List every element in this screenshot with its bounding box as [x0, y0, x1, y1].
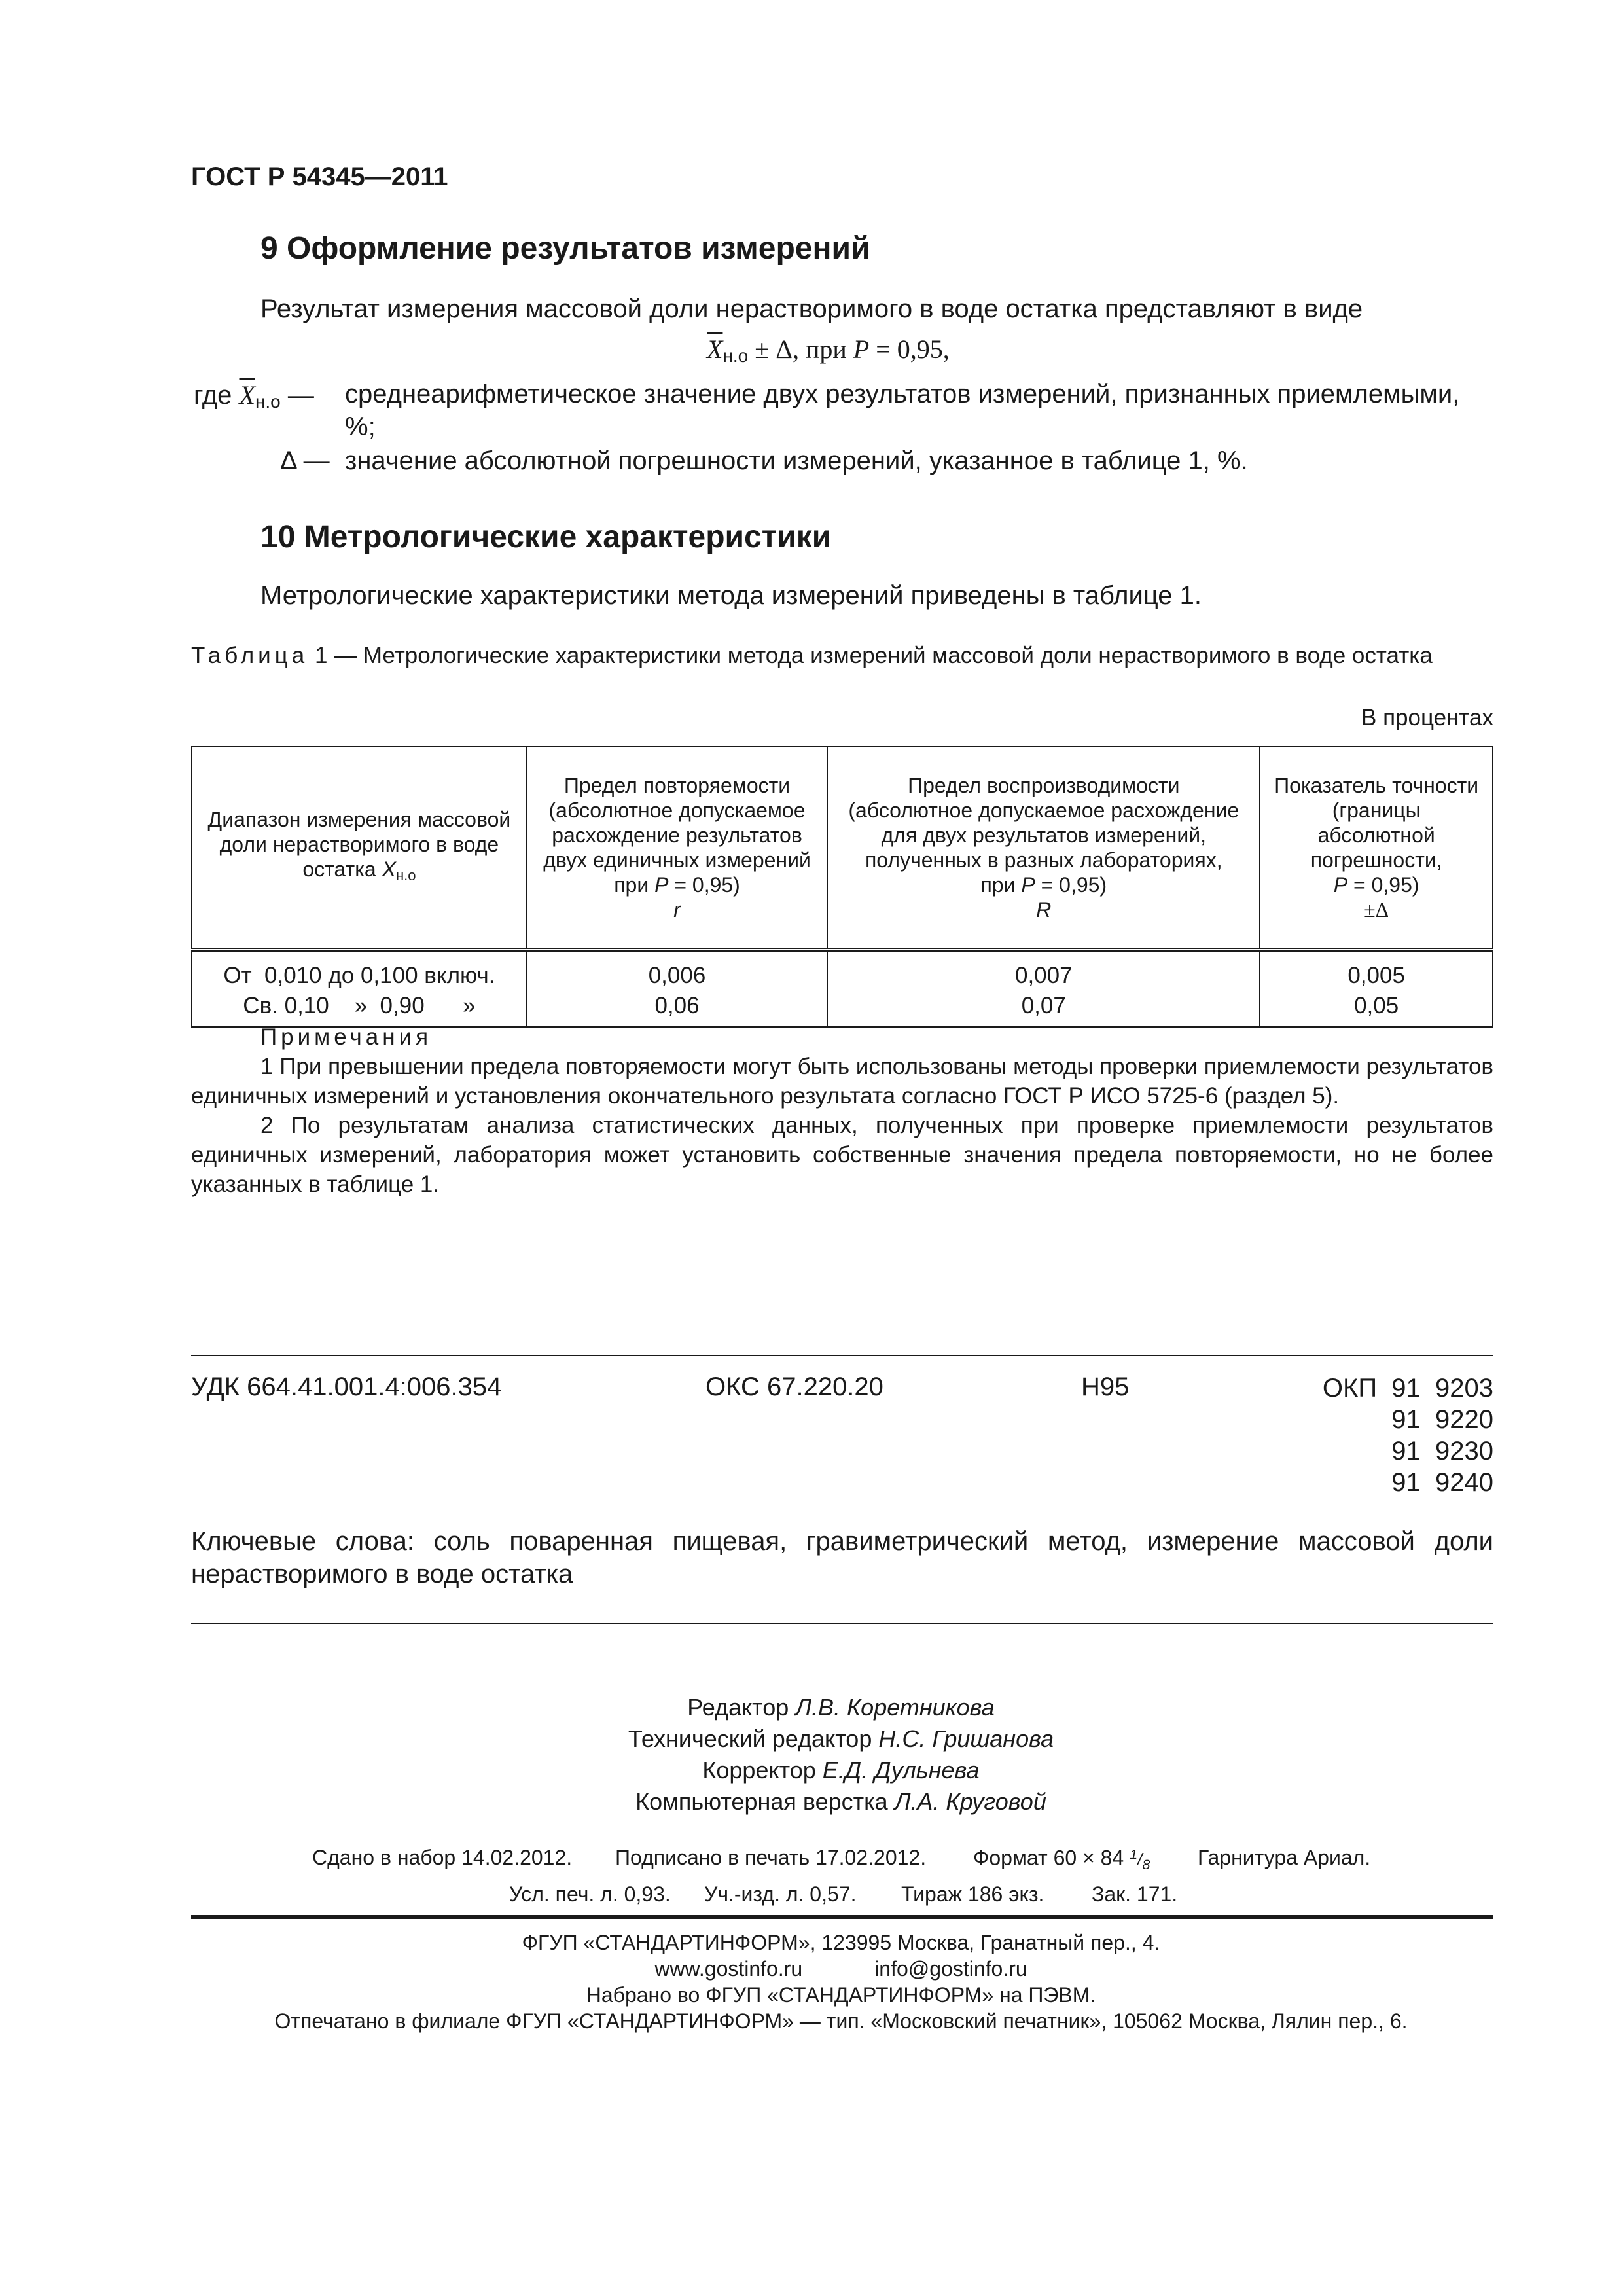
- divider: [191, 1623, 1493, 1624]
- col-range-subscript: н.о: [395, 867, 416, 884]
- header-p: P: [1333, 873, 1348, 897]
- keywords: Ключевые слова: соль поваренная пищевая, гравиметрический метод, измерение массовой доли нерастворимого в воде остатка: [191, 1527, 1493, 1588]
- header-line: для двух результатов измерений,: [881, 823, 1206, 847]
- notes-block: [191, 1022, 1493, 1199]
- header-line: (границы: [1332, 798, 1421, 822]
- credit-editor: [0, 1692, 1623, 1723]
- imprint-format-text: Формат 60 × 84: [973, 1846, 1124, 1870]
- table-caption: [191, 641, 1493, 670]
- header-p: P: [1021, 873, 1035, 897]
- footer-email-link[interactable]: info@gostinfo.ru: [874, 1957, 1027, 1981]
- cell-range: От 0,010 до 0,100 включ.: [192, 950, 527, 991]
- header-symbol: ±Δ: [1364, 898, 1389, 922]
- credit-tech-editor: [0, 1723, 1623, 1755]
- cell-range: Св. 0,10 » 0,90 »: [192, 991, 527, 1027]
- okp-code: 91 9240: [1391, 1468, 1493, 1497]
- credit-label: Редактор: [687, 1694, 796, 1721]
- header-line: Предел воспроизводимости: [908, 774, 1180, 797]
- cell-delta: 0,005: [1260, 950, 1493, 991]
- section-9-title: 9 Оформление результатов измерений: [260, 231, 870, 266]
- col-range-header: [192, 747, 527, 950]
- col-range-line: [198, 857, 521, 888]
- header-line: расхождение результатов: [552, 823, 802, 847]
- divider: [191, 1355, 1493, 1356]
- okp-code: 91 9230: [1391, 1437, 1493, 1465]
- header-line: [1266, 872, 1487, 897]
- credit-name: Н.С. Гришанова: [878, 1725, 1054, 1752]
- header-line: (абсолютное допускаемое расхождение: [848, 798, 1240, 822]
- note-2: 2 По результатам анализа статистических данных, полученных при проверке приемлемости результатов единичных измерений, лаборатория может установить собственные значения предела повторяемости, но не более указанных в таблице 1.: [191, 1113, 1493, 1197]
- header-p: P: [654, 873, 669, 897]
- def1-dash: —: [280, 381, 314, 410]
- credit-name: Л.В. Коретникова: [795, 1694, 995, 1721]
- cell-R: 0,007: [827, 950, 1260, 991]
- imprint-pub-sheets: Уч.-изд. л. 0,57.: [704, 1882, 857, 1906]
- section-10-title: 10 Метрологические характеристики: [260, 520, 832, 554]
- col-range-text: остатка: [302, 857, 382, 881]
- definition-1-term: [194, 380, 314, 412]
- divider-thick: [191, 1915, 1493, 1919]
- document-id: ГОСТ Р 54345—2011: [191, 162, 448, 191]
- imprint-print-sheets: Усл. печ. л. 0,93.: [509, 1882, 671, 1906]
- credit-name: Е.Д. Дульнева: [822, 1757, 980, 1784]
- col-range-symbol: X: [382, 857, 396, 881]
- header-symbol: r: [673, 898, 681, 922]
- table-caption-word: Таблица: [191, 643, 309, 668]
- header-text: = 0,95): [1347, 873, 1419, 897]
- where-label: где: [194, 381, 240, 410]
- footer-printed: Отпечатано в филиале ФГУП «СТАНДАРТИНФОРМ» — тип. «Московский печатник», 105062 Москва, Лялин пер., 6.: [274, 2009, 1408, 2033]
- imprint-font: Гарнитура Ариал.: [1198, 1846, 1371, 1869]
- header-line: погрешности,: [1310, 848, 1442, 872]
- definition-2-term: Δ —: [280, 446, 330, 475]
- header-line: Показатель точности: [1274, 774, 1479, 797]
- metrology-table: [191, 746, 1493, 1028]
- okp-codes: [1315, 1372, 1493, 1498]
- col-reproducibility-header: [827, 747, 1260, 950]
- credit-label: Технический редактор: [628, 1725, 879, 1752]
- imprint-submitted: Сдано в набор 14.02.2012.: [312, 1846, 573, 1869]
- cell-R: 0,07: [827, 991, 1260, 1027]
- credits: [0, 1692, 1623, 1818]
- definition-2-text: значение абсолютной погрешности измерений, указанное в таблице 1, %.: [345, 446, 1248, 475]
- credit-name: Л.А. Круговой: [894, 1788, 1046, 1815]
- formula-p: P: [853, 334, 870, 364]
- cell-delta: 0,05: [1260, 991, 1493, 1027]
- section-10-intro: Метрологические характеристики метода измерений приведены в таблице 1.: [260, 581, 1202, 610]
- fraction-den: 8: [1142, 1856, 1150, 1873]
- imprint-order: Зак. 171.: [1092, 1882, 1178, 1906]
- udk-code: УДК 664.41.001.4:006.354: [191, 1372, 502, 1401]
- col-accuracy-header: [1260, 747, 1493, 950]
- notes-title: Примечания: [260, 1024, 433, 1050]
- header-line: двух единичных измерений: [543, 848, 811, 872]
- col-repeatability-header: [527, 747, 827, 950]
- table-row: [192, 950, 1493, 991]
- imprint-format: [973, 1846, 1150, 1873]
- header-text: = 0,95): [668, 873, 740, 897]
- header-line: [833, 872, 1254, 897]
- fraction-num: 1: [1130, 1846, 1138, 1862]
- formula-rest: ± Δ, при: [748, 334, 853, 364]
- imprint-signed: Подписано в печать 17.02.2012.: [615, 1846, 927, 1869]
- note-1: 1 При превышении предела повторяемости могут быть использованы методы проверки приемлемости результатов единичных измерений и установления окончательного результата согласно ГОСТ Р ИСО 5725-6 (раздел 5).: [191, 1054, 1493, 1109]
- header-text: при: [614, 873, 655, 897]
- header-line: [533, 872, 821, 897]
- result-formula: [707, 334, 950, 367]
- credit-layout: [0, 1786, 1623, 1818]
- credit-label: Компьютерная верстка: [635, 1788, 895, 1815]
- footer-address: ФГУП «СТАНДАРТИНФОРМ», 123995 Москва, Гранатный пер., 4.: [522, 1931, 1160, 1954]
- credit-label: Корректор: [702, 1757, 823, 1784]
- imprint-format-fraction: $^1/_8$: [1130, 1846, 1150, 1873]
- formula-subscript: н.о: [722, 346, 749, 366]
- header-line: Предел повторяемости: [563, 774, 791, 797]
- header-text: = 0,95): [1035, 873, 1107, 897]
- formula-end: = 0,95,: [869, 334, 950, 364]
- table-units: В процентах: [1361, 705, 1494, 730]
- cell-r: 0,06: [527, 991, 827, 1027]
- footer-website-link[interactable]: www.gostinfo.ru: [654, 1957, 803, 1981]
- okp-code: 91 9220: [1391, 1405, 1493, 1434]
- imprint-run: Тираж 186 экз.: [901, 1882, 1044, 1906]
- section-9-intro: Результат измерения массовой доли нерастворимого в воде остатка представляют в виде: [260, 295, 1363, 323]
- cell-r: 0,006: [527, 950, 827, 991]
- table-row: [192, 991, 1493, 1027]
- okp-code: ОКП 91 9203: [1322, 1374, 1493, 1403]
- publisher-footer: [0, 1929, 1623, 2034]
- header-line: абсолютной: [1317, 823, 1435, 847]
- table-caption-text: 1 — Метрологические характеристики метода измерений массовой доли нерастворимого в воде остатка: [308, 643, 1433, 668]
- table-header-row: [192, 747, 1493, 950]
- header-text: при: [980, 873, 1022, 897]
- header-line: (абсолютное допускаемое: [548, 798, 806, 822]
- formula-symbol: $\overline{X}$: [707, 334, 723, 364]
- def1-subscript: н.о: [255, 391, 281, 412]
- footer-web: [0, 1956, 1623, 1982]
- header-symbol: R: [1036, 898, 1052, 922]
- definition-1-text: среднеарифметическое значение двух результатов измерений, признанных приемлемыми,: [345, 380, 1460, 408]
- definition-1-text-cont: %;: [345, 412, 376, 441]
- credit-corrector: [0, 1755, 1623, 1786]
- oks-code: ОКС 67.220.20: [705, 1372, 883, 1401]
- header-line: полученных в разных лабораториях,: [865, 848, 1222, 872]
- col-range-line: Диапазон измерения массовой: [207, 808, 511, 831]
- def1-symbol: $\overline{X}$: [239, 380, 255, 410]
- h-code: Н95: [1081, 1372, 1130, 1401]
- col-range-line: доли нерастворимого в воде: [219, 833, 499, 856]
- footer-typeset: Набрано во ФГУП «СТАНДАРТИНФОРМ» на ПЭВМ.: [586, 1983, 1096, 2007]
